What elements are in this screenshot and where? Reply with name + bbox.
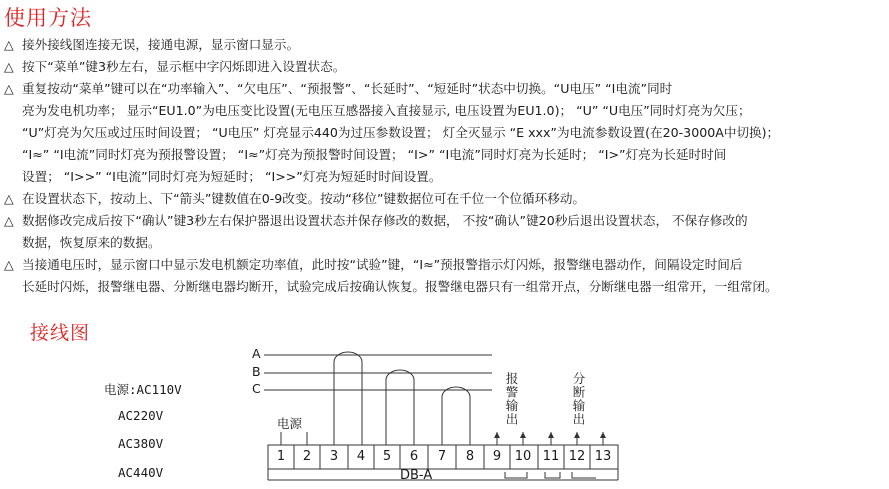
terminal: 6: [409, 449, 419, 464]
supply-label: 电源: [277, 416, 303, 431]
wiring-title: 接线图: [30, 322, 91, 344]
ct-loop-b: [386, 370, 414, 445]
terminal: 12: [568, 449, 586, 464]
phase-label-a: A: [252, 346, 261, 361]
terminal: 9: [492, 449, 502, 464]
terminal: 11: [542, 449, 560, 464]
page-title: 使用方法: [4, 6, 92, 30]
instruction-line: 长延时闪烁，报警继电器、分断继电器均断开，试验完成后按确认恢复。报警继电器只有一组常开点，分断继电器一组常开，一组常闭。: [22, 279, 778, 294]
instruction-line: 数据，恢复原来的数据。: [22, 235, 161, 250]
triangle-icon: △: [4, 81, 14, 96]
instruction-line: 亮为发电机功率； 显示“EU1.0”为电压变比设置(无电压互感器接入直接显示, 电压设置为EU1.0)； “U” “U电压”同时灯亮为欠压；: [22, 103, 751, 118]
power-label: 电源:AC110V: [104, 382, 182, 397]
triangle-icon: △: [4, 213, 14, 228]
terminal: 1: [276, 449, 286, 464]
instruction-line: 接外接线图连接无误，接通电源，显示窗口显示。: [22, 37, 300, 52]
voltage-option: AC220V: [118, 408, 164, 423]
instruction-line: 按下“菜单”键3秒左右，显示框中字闪烁即进入设置状态。: [22, 59, 346, 74]
instruction-line: 重复按动“菜单”键可以在“功率输入”、“欠电压”、“预报警”、“长延时”、“短延时”状态中切换。“U电压” “I电流”同时: [22, 81, 673, 96]
trip-output-label: 分断输出: [571, 372, 586, 426]
phase-label-b: B: [252, 364, 261, 379]
terminal: 8: [465, 449, 475, 464]
triangle-icon: △: [4, 191, 14, 206]
terminal: 5: [382, 449, 392, 464]
instruction-line: “I≈” “I电流”同时灯亮为预报警设置； “I≈”灯亮为预报警时间设置； “I>” “I电流”同时灯亮为长延时； “I>”灯亮为长延时时间: [22, 147, 727, 162]
terminal: 13: [594, 449, 612, 464]
ct-loop-c: [442, 387, 470, 445]
alarm-output-label: 报警输出: [504, 372, 519, 426]
voltage-option: AC380V: [118, 436, 164, 451]
ct-loop-a: [334, 352, 362, 445]
terminal: 3: [329, 449, 339, 464]
triangle-icon: △: [4, 257, 14, 272]
terminal: 10: [514, 449, 532, 464]
voltage-option: AC440V: [118, 465, 164, 480]
instruction-line: 设置； “I>>” “I电流”同时灯亮为短延时； “I>>”灯亮为短延时时间设置。: [22, 169, 442, 184]
instruction-line: 数据修改完成后按下“确认”键3秒左右保护器退出设置状态并保存修改的数据， 不按“确认”键20秒后退出设置状态， 不保存修改的: [22, 213, 748, 228]
device-label: DB-A: [400, 468, 433, 483]
terminal: 4: [356, 449, 366, 464]
triangle-icon: △: [4, 37, 14, 52]
phase-label-c: C: [252, 381, 261, 396]
terminal: 2: [302, 449, 312, 464]
triangle-icon: △: [4, 59, 14, 74]
terminal: 7: [437, 449, 447, 464]
instruction-line: “U”灯亮为欠压或过压时间设置； “U电压” 灯亮显示440为过压参数设置； 灯全灭显示 “E xxx”为电流参数设置(在20-3000A中切换)；: [22, 125, 780, 140]
instruction-line: 在设置状态下，按动上、下“箭头”键数值在0-9改变。按动“移位”键数据位可在千位一个位循环移动。: [22, 191, 586, 206]
instruction-line: 当接通电压时，显示窗口中显示发电机额定功率值，此时按“试验”键，“I≈”预报警指示灯闪烁，报警继电器动作，间隔设定时间后: [22, 257, 743, 272]
